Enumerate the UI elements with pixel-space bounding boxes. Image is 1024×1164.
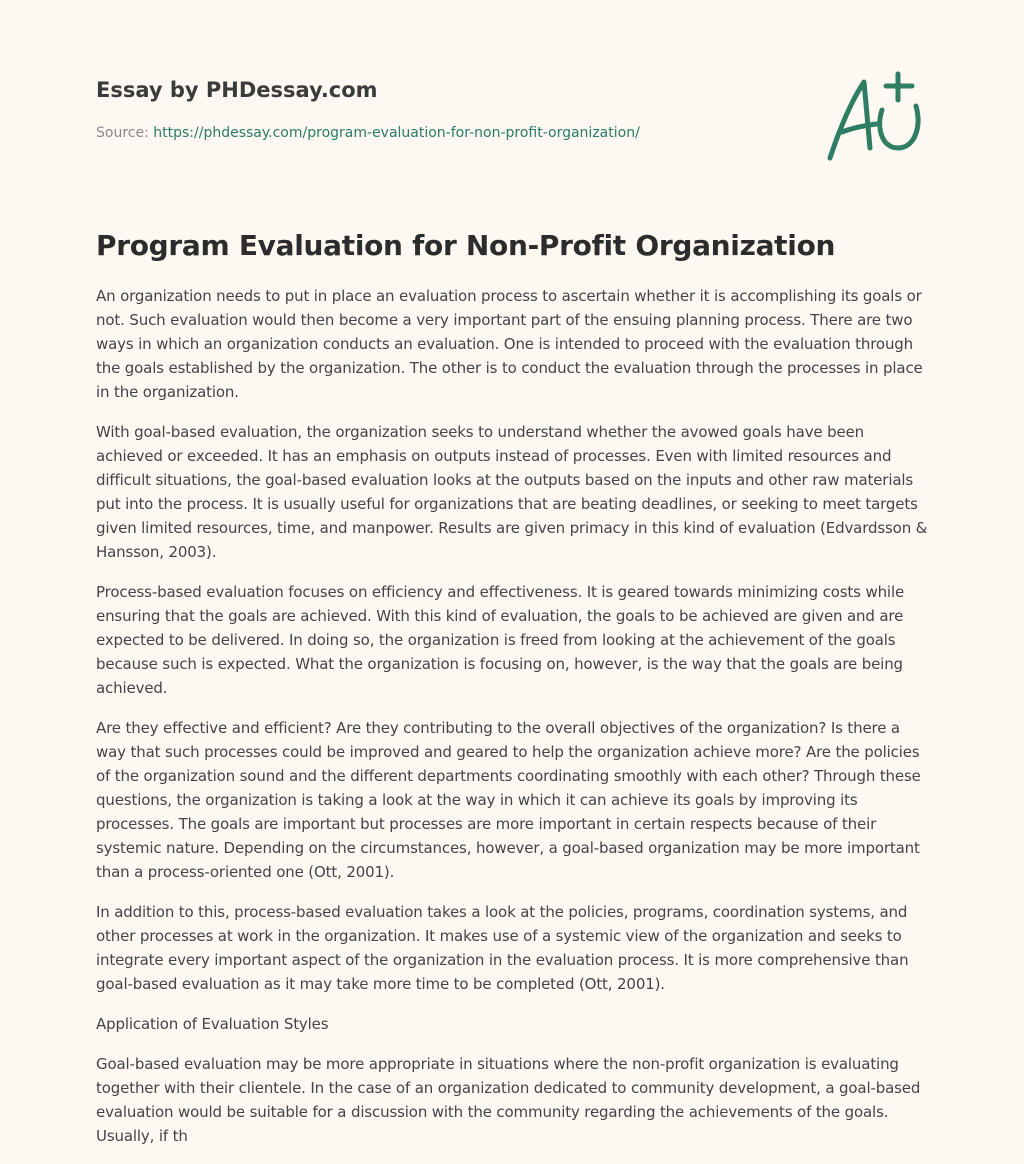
- source-line: [96, 123, 796, 143]
- article-paragraph: An organization needs to put in place an evaluation process to ascertain whether it is accomplishing its goals or not. Such evaluation would then become a very important part of the ensuing planning process. There are two ways in which an organization conducts an evaluation. One is intended to proceed with the evaluation through the goals established by the organization. The other is to conduct the evaluation through the processes in place in the organization.: [96, 287, 923, 401]
- article-title: Program Evaluation for Non-Profit Organization: [96, 229, 836, 262]
- article-paragraph: In addition to this, process-based evaluation takes a look at the policies, programs, coordination systems, and other processes at work in the organization. It makes use of a systemic view of the organization and seeks to integrate every important aspect of the organization in the evaluation process. It is more comprehensive than goal-based evaluation as it may take more time to be completed (Ott, 2001).: [96, 903, 909, 993]
- article-paragraph: With goal-based evaluation, the organization seeks to understand whether the avowed goals have been achieved or exceeded. It has an emphasis on outputs instead of processes. Even with limited resources and difficult situations, the goal-based evaluation looks at the outputs based on the inputs and other raw materials put into the process. It is usually useful for organizations that are beating deadlines, or seeking to meet targets given limited resources, time, and manpower. Results are given primacy in this kind of evaluation (Edvardsson & Hansson, 2003).: [96, 423, 928, 561]
- article-paragraph: Goal-based evaluation may be more appropriate in situations where the non-profit organization is evaluating together with their clientele. In the case of an organization dedicated to community development, a goal-based evaluation would be suitable for a discussion with the community regarding the achievements of the goals. Usually, if th: [96, 1055, 921, 1145]
- article-paragraph: Are they effective and efficient? Are they contributing to the overall objectives of the organization? Is there a way that such processes could be improved and geared to help the organization achieve more? Are the policies of the organization sound and the different departments coordinating smoothly with each other? Through these questions, the organization is taking a look at the way in which it can achieve its goals by improving its processes. The goals are important but processes are more important in certain respects because of their systemic nature. Depending on the circumstances, however, a goal-based organization may be more important than a process-oriented one (Ott, 2001).: [96, 719, 921, 881]
- article: [96, 226, 930, 1164]
- section-subheading: Application of Evaluation Styles: [96, 1015, 329, 1033]
- source-link[interactable]: https://phdessay.com/program-evaluation-for-non-profit-organization/: [153, 125, 640, 141]
- brand-title: Essay by PHDessay.com: [96, 78, 378, 102]
- page-header: [96, 74, 796, 143]
- a-plus-logo-icon: [818, 66, 930, 166]
- article-paragraph: Process-based evaluation focuses on efficiency and effectiveness. It is geared towards minimizing costs while ensuring that the goals are achieved. With this kind of evaluation, the goals to be achieved are given and are expected to be delivered. In doing so, the organization is freed from looking at the achievement of the goals because such is expected. What the organization is focusing on, however, is the way that the goals are being achieved.: [96, 583, 905, 697]
- source-label: Source:: [96, 125, 154, 141]
